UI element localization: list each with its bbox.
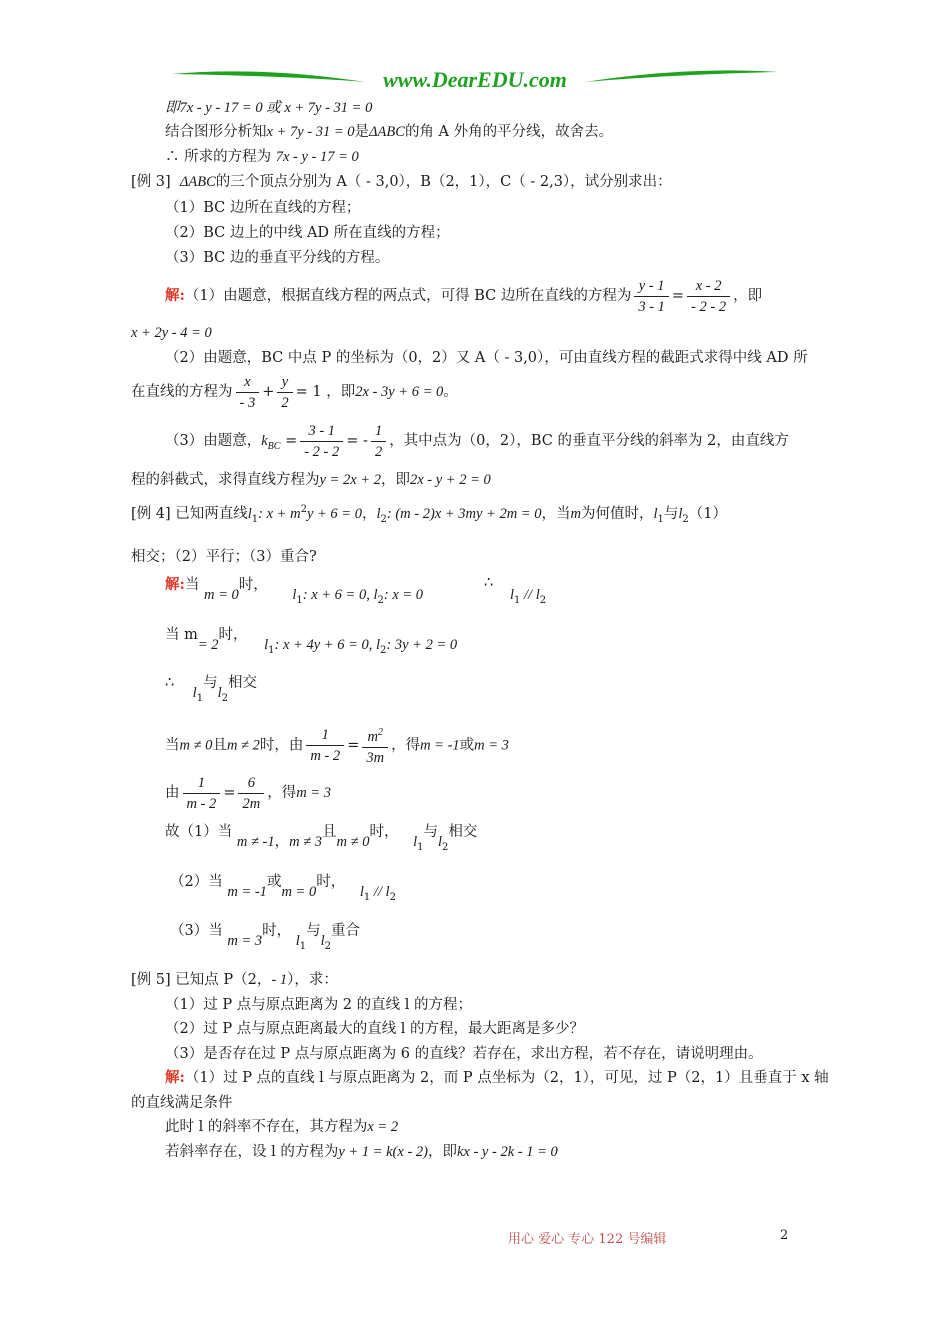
equation: : 3y + 2 = 0 [386, 637, 458, 653]
text: 时， [262, 923, 292, 939]
text: 的三个顶点分别为 A（ - 3,0），B（2，1），C（ - 2,3），试分别求出： [215, 174, 672, 190]
subscript: 2 [539, 595, 547, 606]
text: 是 [354, 124, 370, 140]
text: + [262, 384, 275, 400]
numerator: 1 [183, 774, 221, 794]
numerator: y - 1 [634, 277, 669, 297]
text: = - [346, 433, 368, 449]
text: 或 [459, 737, 475, 754]
subscript: 2 [380, 645, 387, 656]
equation: : x + 4y + 6 = 0, [274, 637, 376, 653]
solution-line [165, 276, 762, 316]
equation: m = 3 [296, 785, 331, 801]
text: 且 [322, 824, 337, 840]
solution-line [165, 625, 458, 656]
logo-text: www.DearEDU.com [383, 67, 567, 92]
triangle-symbol: ΔABC [179, 174, 216, 190]
line-symbol: l [535, 587, 540, 603]
question: （2）BC 边上的中线 AD 所在直线的方程； [165, 225, 450, 241]
numerator: 6 [238, 774, 264, 794]
text: 或 [266, 874, 282, 890]
therefore-symbol: ∴ [484, 575, 494, 591]
equation: m = 0 [203, 587, 239, 603]
subscript: 2 [389, 892, 396, 903]
numerator: 1 [306, 726, 344, 746]
equation: y = 2x + 2 [319, 472, 381, 488]
equation: m ≠ 3 [289, 834, 323, 850]
text: 若斜率存在，设 l 的方程为 [165, 1144, 339, 1160]
superscript: 2 [377, 727, 383, 738]
number: - 1 [271, 972, 288, 988]
line-symbol: l [192, 685, 197, 701]
denominator: m - 2 [186, 795, 217, 812]
subscript: 2 [324, 941, 332, 952]
solution-label: 解: [165, 576, 185, 593]
example-3-heading [131, 172, 672, 192]
text: ，其中点为（0，2），BC 的垂直平分线的斜率为 2，由直线方 [389, 433, 789, 449]
numerator: y [277, 373, 292, 393]
line-symbol: l [678, 506, 683, 522]
line-symbol: l [413, 834, 418, 850]
text: ），求： [287, 972, 338, 988]
equation: y + 1 = k(x - 2) [338, 1144, 428, 1160]
equation: 7x - y - 17 = 0 [275, 149, 359, 165]
equation: kx - y - 2k - 1 = 0 [456, 1144, 558, 1160]
subscript: 2 [377, 595, 384, 606]
equation: m ≠ 0 [336, 834, 370, 850]
text: 时， [369, 824, 399, 840]
text: （3）当 [170, 923, 223, 939]
text: 相交 [448, 824, 478, 840]
text: [例 3] [131, 174, 171, 190]
line-symbol: l [510, 587, 515, 603]
text: 与 [423, 824, 438, 840]
text-line [165, 122, 613, 142]
denominator: - 3 [239, 394, 256, 411]
text: ，即 [733, 288, 763, 304]
line-symbol: l [438, 834, 443, 850]
text: 。 [443, 384, 458, 400]
solution-line [165, 724, 509, 767]
equation: : x + m [258, 506, 301, 522]
denominator: 2 [281, 394, 289, 411]
therefore-symbol: ∴ [165, 675, 175, 691]
parallel-symbol: // [370, 884, 386, 900]
subscript: 1 [196, 693, 204, 704]
text-line [165, 1117, 398, 1137]
text: 时， [218, 627, 248, 643]
line-symbol: l [376, 506, 381, 522]
text: 的角 A 外角的平分线，故舍去。 [404, 124, 614, 140]
text-line [165, 98, 372, 118]
example-5-heading [131, 970, 338, 990]
text: ，即 [427, 1144, 457, 1160]
subscript: BC [267, 441, 281, 452]
text: 且 [212, 737, 227, 754]
text: ，当 [541, 506, 571, 522]
text: 当 [165, 737, 180, 754]
question: （1）BC 边所在直线的方程； [165, 200, 361, 216]
fraction [183, 774, 221, 813]
equation: = 2 [197, 637, 219, 653]
logo-swoosh [170, 62, 780, 96]
text: ， [274, 834, 290, 850]
equation: 2x - 3y + 6 = 0 [355, 384, 444, 400]
numerator [362, 724, 388, 748]
numerator-base: m [367, 729, 378, 745]
text: 重合 [331, 923, 361, 939]
equation: x + 7y - 31 = 0 [266, 124, 355, 140]
denominator: 2 [374, 443, 383, 460]
equation: m = 3 [474, 737, 509, 754]
text: = [223, 785, 236, 801]
text: 与 [663, 506, 679, 522]
subscript: 2 [221, 693, 228, 704]
denominator: - 2 - 2 [304, 443, 340, 460]
equation: m ≠ -1 [236, 834, 275, 850]
numerator: x - 2 [687, 277, 730, 297]
text: = [671, 288, 685, 304]
question: （3）BC 边的垂直平分线的方程。 [165, 250, 390, 266]
fraction [306, 726, 344, 765]
conclusion-line [170, 921, 361, 952]
line-symbol: l [375, 637, 381, 653]
fraction [362, 724, 388, 767]
parallel-statement [510, 585, 546, 611]
numerator: 3 - 1 [300, 422, 343, 442]
solution-line [165, 1068, 829, 1088]
conclusion-line [170, 872, 396, 903]
equation: y + 6 = 0 [306, 506, 362, 522]
text: （3）由题意， [165, 433, 262, 449]
site-logo [170, 62, 780, 96]
text-line [165, 1142, 558, 1162]
text: 与 [306, 923, 321, 939]
text: ，得 [267, 785, 297, 801]
text: 故（1）当 [165, 824, 233, 840]
text: 为何值时， [580, 506, 654, 522]
subscript: 1 [514, 595, 521, 606]
equation: : x = 0 [383, 587, 424, 603]
text: 时，由 [259, 737, 304, 754]
subscript: 1 [299, 941, 307, 952]
line-symbol: l [359, 884, 364, 900]
equation-group [292, 587, 424, 606]
text: （1） [688, 506, 727, 522]
text: 程的斜截式，求得直线方程为 [131, 472, 320, 488]
solution-label: 解: [165, 1069, 185, 1086]
equation-line [131, 323, 212, 343]
solution-line [165, 575, 424, 606]
conclusion-line [165, 822, 478, 853]
equation: m ≠ 0 [179, 737, 213, 754]
text: [例 5] 已知点 P（2， [131, 972, 272, 988]
text: 相交 [227, 675, 257, 691]
fraction [687, 277, 730, 316]
solution-line: （2）由题意，BC 中点 P 的坐标为（0，2）又 A（ - 3,0），可由直线方程的截距式求得中线 AD 所 [165, 350, 808, 366]
line-symbol: l [247, 506, 252, 522]
subscript: 1 [363, 892, 371, 903]
text: （1）过 P 点的直线 l 与原点距离为 2，而 P 点坐标为（2，1），可见，过 P（2，1）且垂直于 x 轴 [184, 1070, 829, 1086]
denominator: 3 - 1 [638, 298, 665, 315]
page-number: 2 [780, 1228, 789, 1243]
superscript: 2 [300, 504, 307, 515]
slope-symbol: k [261, 433, 268, 449]
text-line: 的直线满足条件 [131, 1095, 233, 1111]
fraction [634, 277, 669, 316]
question: （2）过 P 点与原点距离最大的直线 l 的方程，最大距离是多少？ [165, 1021, 585, 1037]
equation: 即7x - y - 17 = 0 或 x + 7y - 31 = 0 [165, 100, 373, 116]
parallel-symbol: // [520, 587, 536, 603]
solution-line [165, 673, 257, 704]
triangle-symbol: ΔABC [369, 124, 405, 140]
subscript: 1 [268, 645, 275, 656]
text: ， [361, 506, 377, 522]
denominator: 3m [366, 750, 385, 766]
solution-line [165, 773, 331, 813]
question: （1）过 P 点与原点距离为 2 的直线 l 的方程； [165, 997, 472, 1013]
example-4-heading [131, 500, 727, 530]
text: 此时 l 的斜率不存在，其方程为 [165, 1119, 368, 1135]
text: 时， [238, 577, 268, 593]
text-line [165, 147, 359, 167]
equation-group [264, 637, 458, 656]
line-symbol: l [292, 587, 297, 603]
numerator: 1 [371, 422, 386, 442]
solution-label: 解: [165, 287, 185, 304]
variable: m [570, 506, 581, 522]
text: （1）由题意，根据直线方程的两点式，可得 BC 边所在直线的方程为 [184, 288, 632, 304]
subscript: 2 [682, 514, 689, 525]
equation: m = -1 [227, 884, 267, 900]
solution-line [131, 470, 491, 490]
subscript: 1 [657, 514, 664, 525]
text: 时， [316, 874, 346, 890]
subscript: 1 [417, 842, 424, 853]
equation: x = 2 [367, 1119, 399, 1135]
text-line: 相交；（2）平行；（3）重合? [131, 549, 317, 565]
text: 当 [184, 577, 200, 593]
line-symbol: l [653, 506, 658, 522]
equation: : x + 6 = 0, [302, 587, 374, 603]
equation: : (m - 2)x + 3my + 2m = 0 [386, 506, 542, 522]
solution-line [165, 421, 789, 467]
subscript: 2 [380, 514, 387, 525]
solution-line [131, 372, 458, 412]
fraction [300, 422, 343, 461]
text: [例 4] 已知两直线 [131, 506, 248, 522]
numerator: x [236, 373, 260, 393]
line-symbol: l [217, 685, 222, 701]
fraction [236, 373, 260, 412]
equation: 2x - y + 2 = 0 [409, 472, 491, 488]
line-symbol: l [295, 933, 300, 949]
text: ，即 [380, 472, 410, 488]
line-symbol: l [385, 884, 390, 900]
denominator: m - 2 [310, 748, 341, 764]
text: ，得 [391, 737, 421, 754]
line-symbol: l [373, 587, 378, 603]
text: 在直线的方程为 [131, 384, 233, 400]
text: = 1 ，即 [295, 384, 356, 400]
equation: m = 3 [227, 933, 263, 949]
text: 与 [203, 675, 218, 691]
denominator: 2m [242, 795, 261, 812]
text: ∴ 所求的方程为 [165, 149, 272, 165]
text: = [285, 433, 298, 449]
text: （2）当 [170, 874, 223, 890]
subscript: 1 [251, 514, 259, 525]
footer-note: 用心 爱心 专心 122 号编辑 [508, 1232, 667, 1247]
line-symbol: l [320, 933, 325, 949]
denominator: - 2 - 2 [691, 298, 727, 315]
fraction [238, 774, 264, 813]
equation: x + 2y - 4 = 0 [131, 325, 212, 341]
subscript: 1 [296, 595, 303, 606]
text: 当 m [165, 627, 198, 643]
question: （3）是否存在过 P 点与原点距离为 6 的直线？若存在，求出方程，若不存在，请说明理由。 [165, 1046, 763, 1062]
text: = [347, 737, 360, 754]
equation: m = 0 [281, 884, 317, 900]
text: 由 [165, 785, 180, 801]
fraction [371, 422, 386, 461]
equation: m ≠ 2 [226, 737, 260, 754]
text: 结合图形分析知 [165, 124, 267, 140]
fraction [277, 373, 292, 412]
subscript: 2 [442, 842, 449, 853]
line-symbol: l [264, 637, 269, 653]
equation: m = -1 [420, 737, 460, 754]
